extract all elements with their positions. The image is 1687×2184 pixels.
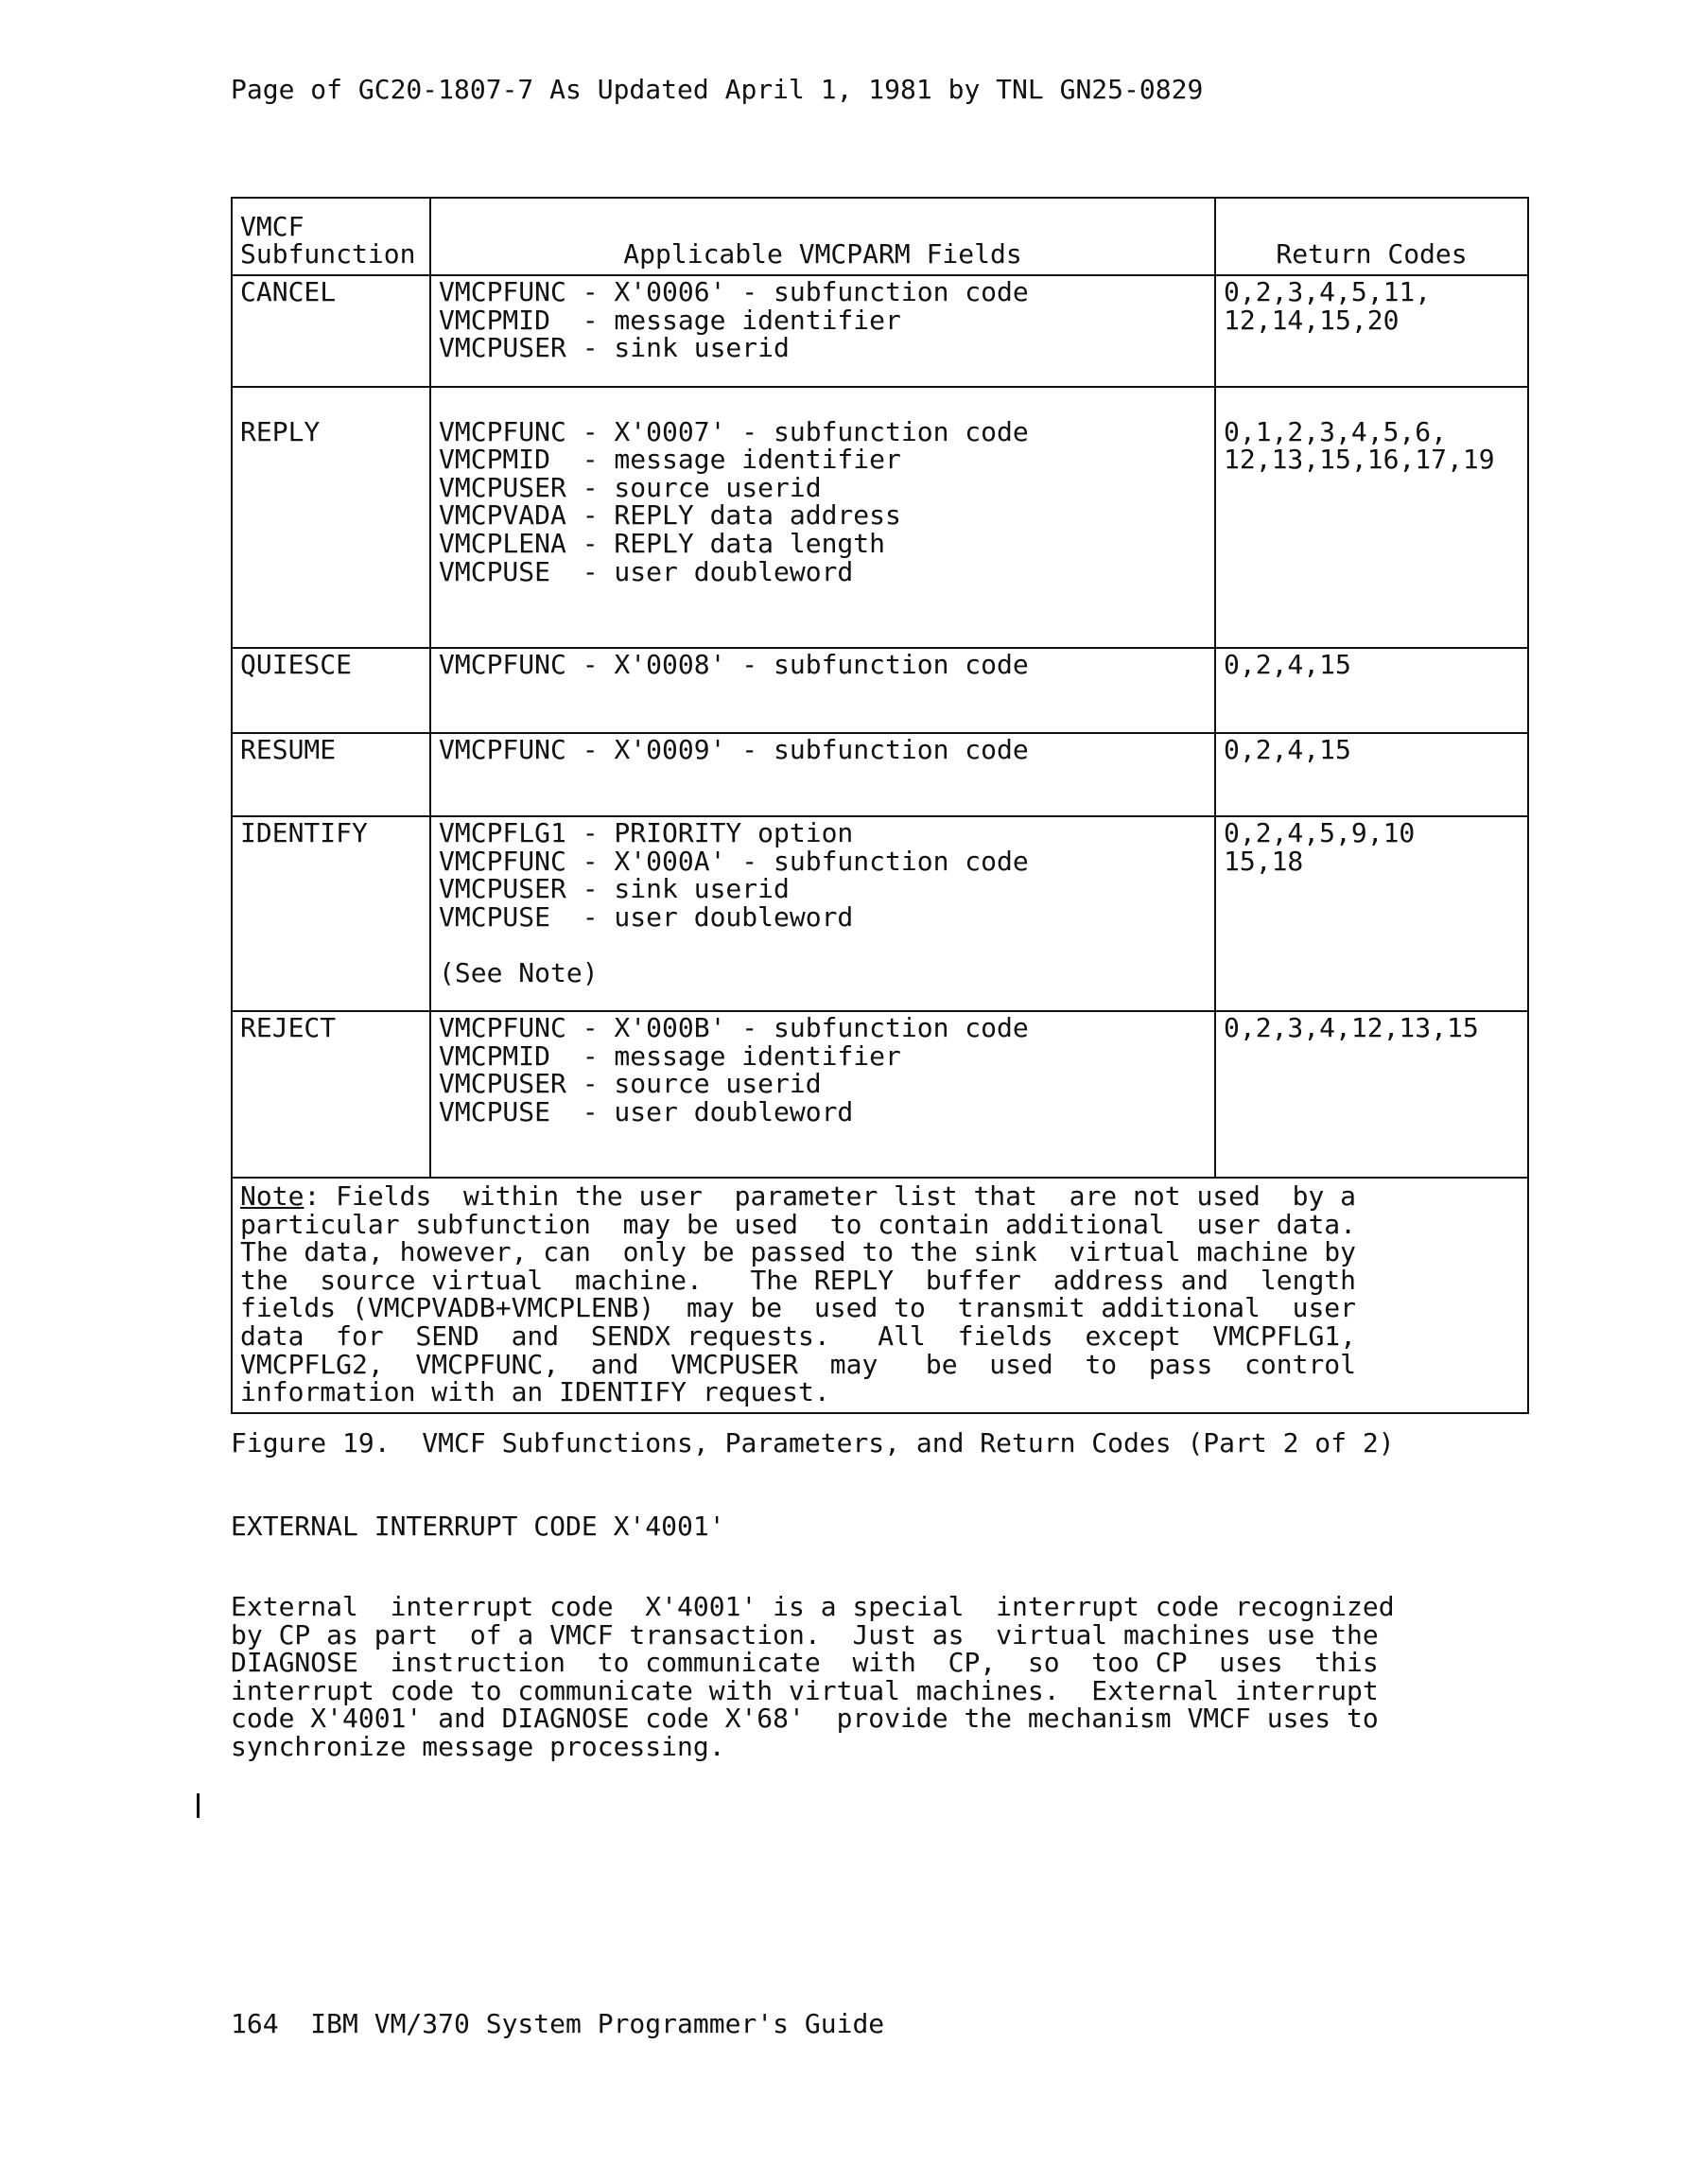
note-line: VMCPFLG2, VMCPFUNC, and VMCPUSER may be used to pass control — [240, 1348, 1357, 1380]
note-line: data for SEND and SENDX requests. All fields except VMCPFLG1, — [240, 1319, 1357, 1352]
table-row — [232, 1011, 1528, 1178]
header-subfunction: VMCF Subfunction — [232, 198, 430, 275]
note-line: The data, however, can only be passed to the sink virtual machine by — [240, 1236, 1357, 1268]
section-heading: EXTERNAL INTERRUPT CODE X'4001' — [231, 1511, 725, 1542]
row-fields: VMCPFUNC - X'000B' - subfunction code VMCPMID - message identifier VMCPUSER - source userid VMCPUSE - user doubleword — [430, 1011, 1215, 1178]
row-subfunction: REJECT — [232, 1011, 430, 1178]
note-line: information with an IDENTIFY request. — [240, 1376, 830, 1408]
row-return-codes: 0,1,2,3,4,5,6, 12,13,15,16,17,19 — [1215, 387, 1528, 648]
table-row — [232, 648, 1528, 733]
row-subfunction: IDENTIFY — [232, 816, 430, 1011]
vmcf-subfunction-table — [231, 197, 1529, 1414]
row-fields: VMCPFUNC - X'0008' - subfunction code — [430, 648, 1215, 733]
row-fields: VMCPFUNC - X'0006' - subfunction code VMCPMID - message identifier VMCPUSER - sink userid — [430, 275, 1215, 387]
header-return-codes: Return Codes — [1215, 198, 1528, 275]
paragraph-line: DIAGNOSE instruction to communicate with CP, so too CP uses this — [231, 1647, 1379, 1679]
table-row — [232, 816, 1528, 1011]
paragraph-line: synchronize message processing. — [231, 1730, 725, 1762]
row-subfunction: REPLY — [232, 387, 430, 648]
row-return-codes: 0,2,3,4,12,13,15 — [1215, 1011, 1528, 1178]
row-return-codes: 0,2,3,4,5,11, 12,14,15,20 — [1215, 275, 1528, 387]
row-subfunction: QUIESCE — [232, 648, 430, 733]
header-fields: Applicable VMCPARM Fields — [430, 198, 1215, 275]
table-row — [232, 275, 1528, 387]
page-footer: 164 IBM VM/370 System Programmer's Guide — [231, 2008, 885, 2039]
body-paragraph — [231, 1593, 1395, 1761]
row-subfunction: RESUME — [232, 733, 430, 816]
paragraph-line: code X'4001' and DIAGNOSE code X'68' provide the mechanism VMCF uses to — [231, 1703, 1379, 1735]
paragraph-line: interrupt code to communicate with virtual machines. External interrupt — [231, 1674, 1379, 1706]
note-line: particular subfunction may be used to contain additional user data. — [240, 1208, 1357, 1240]
table-note — [232, 1178, 1528, 1413]
note-line: fields (VMCPVADB+VMCPLENB) may be used to transmit additional user — [240, 1292, 1357, 1324]
row-return-codes: 0,2,4,15 — [1215, 733, 1528, 816]
note-label: Note — [240, 1180, 304, 1212]
note-line — [240, 1182, 1520, 1211]
row-fields: VMCPFUNC - X'0009' - subfunction code — [430, 733, 1215, 816]
figure-caption: Figure 19. VMCF Subfunctions, Parameters, and Return Codes (Part 2 of 2) — [231, 1427, 1395, 1459]
paragraph-line: by CP as part of a VMCF transaction. Just as virtual machines use the — [231, 1618, 1379, 1651]
revision-change-bar — [197, 1793, 200, 1818]
row-return-codes: 0,2,4,5,9,10 15,18 — [1215, 816, 1528, 1011]
row-subfunction: CANCEL — [232, 275, 430, 387]
table-header-row — [232, 198, 1528, 275]
table-row — [232, 387, 1528, 648]
note-line: the source virtual machine. The REPLY buffer address and length — [240, 1264, 1357, 1296]
table-row — [232, 733, 1528, 816]
paragraph-line: External interrupt code X'4001' is a special interrupt code recognized — [231, 1591, 1395, 1622]
page-header: Page of GC20-1807-7 As Updated April 1, 1981 by TNL GN25-0829 — [231, 74, 1204, 105]
table-note-row — [232, 1178, 1528, 1413]
row-return-codes: 0,2,4,15 — [1215, 648, 1528, 733]
row-fields: VMCPFUNC - X'0007' - subfunction code VMCPMID - message identifier VMCPUSER - source userid VMCPVADA - REPLY data address VMCPLENA - REPLY data length VMCPUSE - user doubleword — [430, 387, 1215, 648]
row-fields: VMCPFLG1 - PRIORITY option VMCPFUNC - X'000A' - subfunction code VMCPUSER - sink userid VMCPUSE - user doubleword (See Note) — [430, 816, 1215, 1011]
note-first-line: : Fields within the user parameter list that are not used by a — [304, 1180, 1357, 1212]
